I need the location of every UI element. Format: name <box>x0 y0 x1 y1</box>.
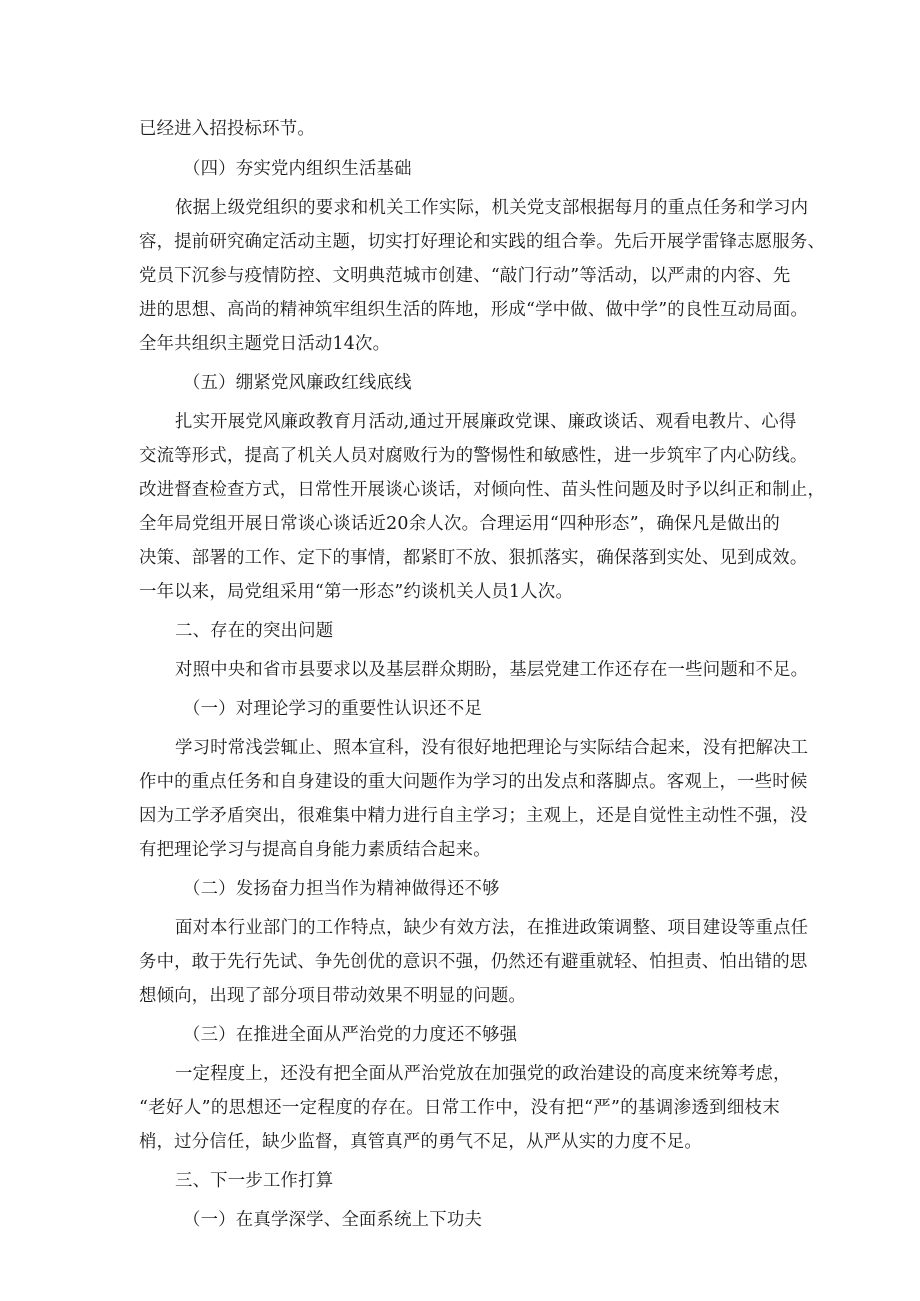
paragraph-line: 梢，过分信任，缺少监督，真管真严的勇气不足，从严从实的力度不足。 <box>139 1132 702 1152</box>
paragraph-line: 作中的重点任务和自身建设的重大问题作为学习的出发点和落脚点。客观上，一些时候 <box>139 772 808 792</box>
paragraph-line: 一定程度上，还没有把全面从严治党放在加强党的政治建设的高度来统筹考虑， <box>175 1064 791 1084</box>
chapter-heading: 二、存在的突出问题 <box>175 621 334 641</box>
section-heading: （二）发扬奋力担当作为精神做得还不够 <box>183 879 500 899</box>
paragraph-line: 有把理论学习与提高自身能力素质结合起来。 <box>139 840 491 860</box>
paragraph-line: 对照中央和省市县要求以及基层群众期盼，基层党建工作还存在一些问题和不足。 <box>175 660 809 680</box>
paragraph-line: 全年共组织主题党日活动14次。 <box>139 334 391 354</box>
chapter-heading: 三、下一步工作打算 <box>175 1171 334 1191</box>
paragraph-line: 面对本行业部门的工作特点，缺少有效方法，在推进政策调整、项目建设等重点任 <box>175 918 809 938</box>
paragraph-line: 容，提前研究确定活动主题，切实打好理论和实践的组合拳。先后开展学雷锋志愿服务、 <box>139 232 826 252</box>
section-heading: （一）对理论学习的重要性认识还不足 <box>183 699 483 719</box>
paragraph-line: 改进督查检查方式，日常性开展谈心谈话，对倾向性、苗头性问题及时予以纠正和制止， <box>139 480 826 500</box>
section-heading: （四）夯实党内组织生活基础 <box>183 159 412 179</box>
paragraph-line: “老好人”的思想还一定程度的存在。日常工作中，没有把“严”的基调渗透到细枝末 <box>139 1098 780 1118</box>
paragraph-line: 一年以来，局党组采用“第一形态”约谈机关人员1人次。 <box>139 582 574 602</box>
paragraph-line: 交流等形式，提高了机关人员对腐败行为的警惕性和敏感性，进一步筑牢了内心防线。 <box>139 446 808 466</box>
paragraph-line: 依据上级党组织的要求和机关工作实际，机关党支部根据每月的重点任务和学习内 <box>175 198 809 218</box>
paragraph-line: 务中，敢于先行先试、争先创优的意识不强，仍然还有避重就轻、怕担责、怕出错的思 <box>139 952 808 972</box>
section-heading: （五）绷紧党风廉政红线底线 <box>183 373 412 393</box>
paragraph-tail: 已经进入招投标环节。 <box>139 119 315 139</box>
paragraph-line: 党员下沉参与疫情防控、文明典范城市创建、“敲门行动”等活动，以严肃的内容、先 <box>139 266 791 286</box>
section-heading: （一）在真学深学、全面系统上下功夫 <box>183 1210 483 1230</box>
paragraph-line: 学习时常浅尝辄止、照本宣科，没有很好地把理论与实际结合起来，没有把解决工 <box>175 738 809 758</box>
paragraph-line: 想倾向，出现了部分项目带动效果不明显的问题。 <box>139 986 526 1006</box>
paragraph-line: 扎实开展党风廉政教育月活动,通过开展廉政党课、廉政谈话、观看电教片、心得 <box>175 412 797 432</box>
paragraph-line: 全年局党组开展日常谈心谈话近20余人次。合理运用“四种形态”，确保凡是做出的 <box>139 514 780 534</box>
paragraph-line: 因为工学矛盾突出，很难集中精力进行自主学习；主观上，还是自觉性主动性不强，没 <box>139 806 808 826</box>
paragraph-line: 进的思想、高尚的精神筑牢组织生活的阵地，形成“学中做、做中学”的良性互动局面。 <box>139 300 809 320</box>
paragraph-line: 决策、部署的工作、定下的事情，都紧盯不放、狠抓落实，确保落到实处、见到成效。 <box>139 548 808 568</box>
section-heading: （三）在推进全面从严治党的力度还不够强 <box>183 1025 518 1045</box>
